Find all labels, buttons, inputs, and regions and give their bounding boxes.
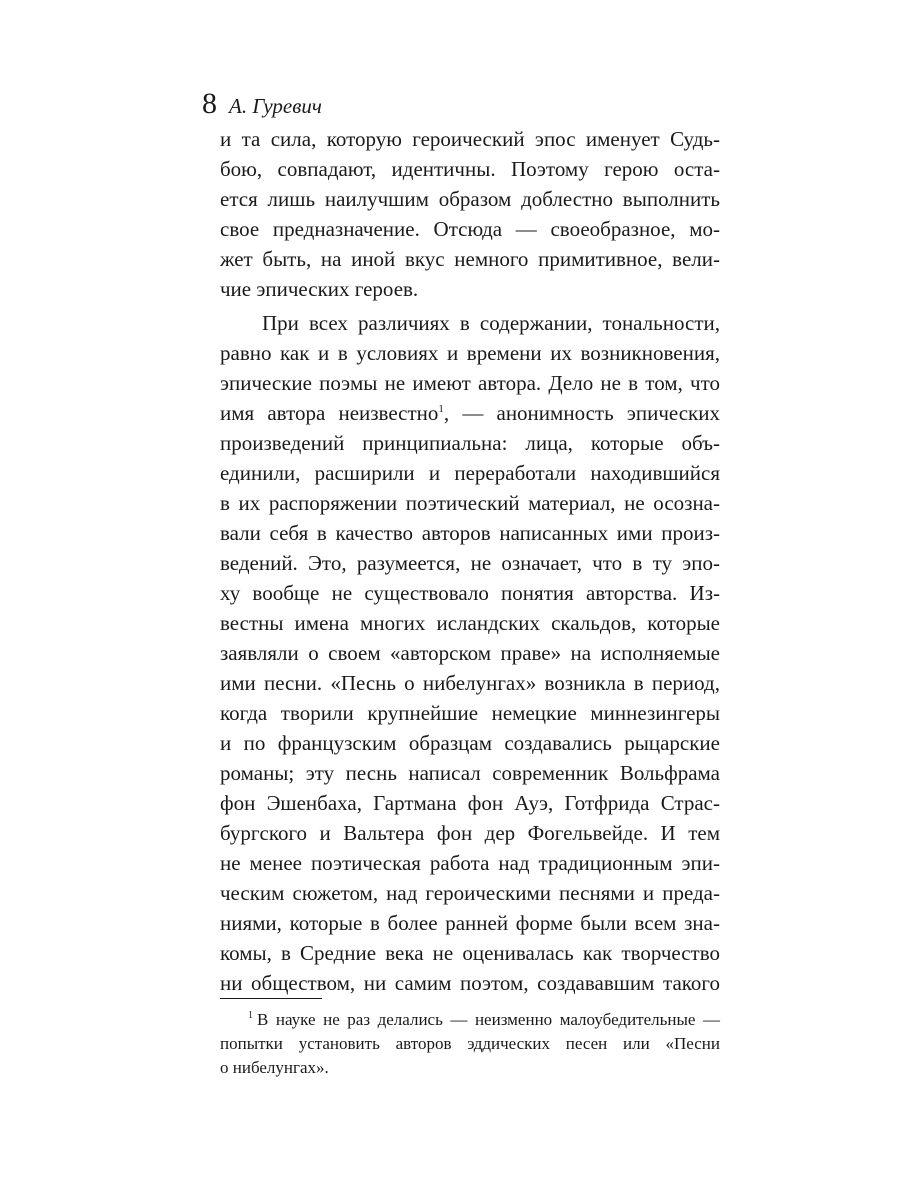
text-line: вестны имена многих исландских скальдов, которые [220, 611, 720, 635]
footnote-text: В науке не раз делались — неизменно малоубедительные — [257, 1010, 720, 1029]
text-line-with-footnote-ref [220, 398, 720, 428]
running-head [202, 84, 322, 124]
running-head-author: А. Гуревич [229, 94, 322, 118]
text-line: комы, в Средние века не оценивалась как творчество [220, 941, 720, 965]
text-line: ни обществом, ни самим поэтом, создававшим такого [220, 971, 720, 995]
text-line: произведений принципиальна: лица, которые объ- [220, 431, 720, 455]
text-line: равно как и в условиях и времени их возникновения, [220, 341, 720, 365]
text-line: фон Эшенбаха, Гартмана фон Ауэ, Готфрида Страс- [220, 791, 720, 815]
footnote-reference[interactable]: 1 [438, 403, 444, 415]
text-line: и по французским образцам создавались рыцарские [220, 731, 720, 755]
footnote-line: о нибелунгах». [220, 1058, 329, 1077]
text-line: бургского и Вальтера фон дер Фогельвейде. И тем [220, 821, 720, 845]
footnote-separator [220, 998, 322, 999]
main-text [220, 124, 720, 998]
text-line: При всех различиях в содержании, тональности, [262, 311, 720, 335]
text-line: ниями, которые в более ранней форме были всем зна- [220, 911, 720, 935]
text-line: и та сила, которую героический эпос именует Судь- [220, 127, 720, 151]
text-segment: , — анонимность эпических [443, 401, 720, 425]
text-line: ется лишь наилучшим образом доблестно выполнить [220, 187, 720, 211]
footnote [220, 1008, 720, 1080]
page-number: 8 [202, 87, 217, 120]
text-line: бою, совпадают, идентичны. Поэтому герою оста- [220, 157, 720, 181]
footnote-mark: 1 [248, 1010, 253, 1022]
text-line: когда творили крупнейшие немецкие миннезингеры [220, 701, 720, 725]
footnote-line: попытки установить авторов эддических песен или «Песни [220, 1034, 720, 1053]
text-line: не менее поэтическая работа над традиционным эпи- [220, 851, 720, 875]
text-line: чие эпических героев. [220, 277, 419, 301]
text-line: заявляли о своем «авторском праве» на исполняемые [220, 641, 720, 665]
text-line: ху вообще не существовало понятия авторства. Из- [220, 581, 720, 605]
text-line: вали себя в качество авторов написанных ими произ- [220, 521, 720, 545]
text-line: романы; эту песнь написал современник Вольфрама [220, 761, 720, 785]
text-line: жет быть, на иной вкус немного примитивное, вели- [220, 247, 720, 271]
text-line: в их распоряжении поэтический материал, не осозна- [220, 491, 720, 515]
text-segment: имя автора неизвестно [220, 401, 439, 425]
text-line: эпические поэмы не имеют автора. Дело не в том, что [220, 371, 720, 395]
text-line: ведений. Это, разумеется, не означает, что в ту эпо- [220, 551, 720, 575]
text-line: ими песни. «Песнь о нибелунгах» возникла в период, [220, 671, 720, 695]
text-line: единили, расширили и переработали находившийся [220, 461, 720, 485]
text-line: свое предназначение. Отсюда — своеобразное, мо- [220, 217, 720, 241]
footnote-line [220, 1008, 720, 1032]
text-line: ческим сюжетом, над героическими песнями и преда- [220, 881, 720, 905]
